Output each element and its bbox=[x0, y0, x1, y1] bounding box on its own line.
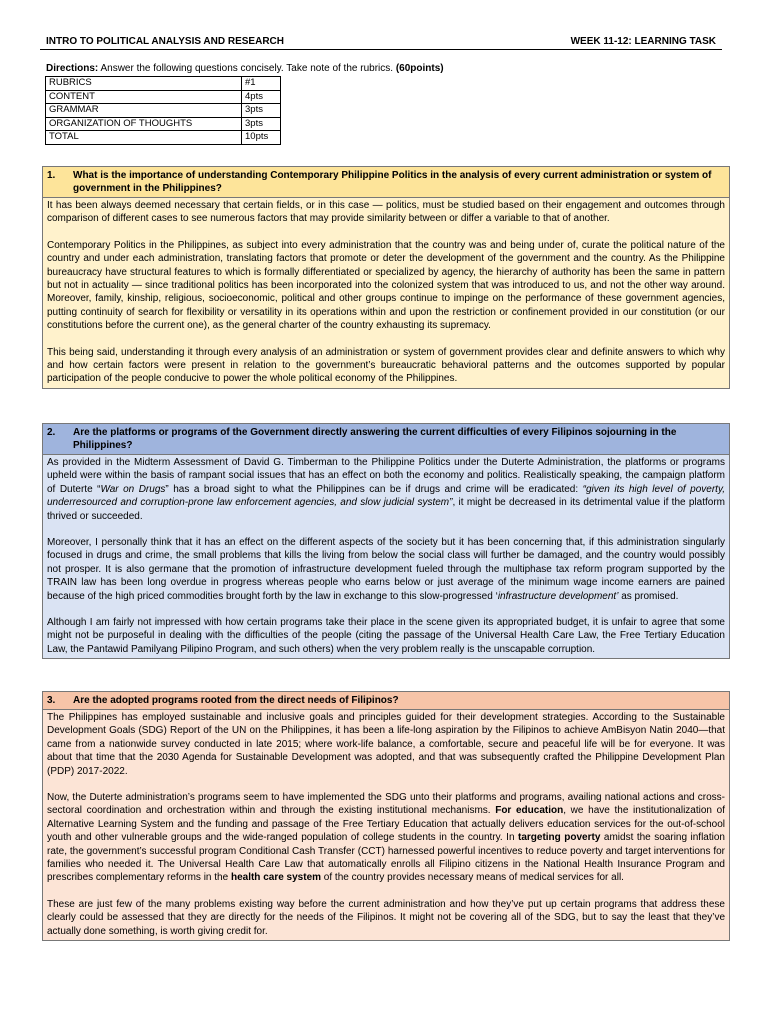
quoted-platform: War on Drugs bbox=[100, 483, 166, 495]
table-row bbox=[46, 77, 281, 91]
rubric-criterion: CONTENT bbox=[46, 90, 242, 104]
rubric-criterion: GRAMMAR bbox=[46, 104, 242, 118]
rubric-points: 3pts bbox=[242, 104, 281, 118]
answer-text: Moreover, I personally think that it has an effect on the different aspects of the society but it has been concerning that, if this administration singularly focused in drugs and crime, the small problems that kills the living from below the social class will further be damaged, and the country would possibly not prosper. It is also germane that the promotion of infrastructure development fueled through the multiphase tax reform program supported by the TRAIN law has been long overdue in progress whereas people who earns below or just average of the minimum wage income earners are pained because of the high priced commodities brought forth by the law in exchange to this slow-progressed ‘ bbox=[47, 537, 725, 602]
question-text: Are the platforms or programs of the Government directly answering the current difficulties of every Filipinos sojourning in the Philippines? bbox=[73, 427, 677, 451]
answer-paragraph: The Philippines has employed sustainable and inclusive goals and principles guided for their development strategies. According to the Sustainable Development Goals (SDG) Report of the UN on the Philippines, it has been a life-long aspiration by the Filipinos to achieve AmBisyon Natin 2040—that came from a nationwide survey conducted in late 2015; where work-life balance, a comfortable, secure and peaceful life will be for everyone. It was about that time that the 2030 Agenda for Sustainable Development was adopted, and that was subsequently crafted the Philippine Development Plan (PDP) 2017-2022. bbox=[47, 712, 725, 777]
answer-1 bbox=[43, 198, 729, 388]
page-header bbox=[40, 36, 722, 50]
emphasis: For education bbox=[495, 805, 564, 817]
table-row bbox=[46, 131, 281, 145]
question-text: Are the adopted programs rooted from the direct needs of Filipinos? bbox=[73, 695, 399, 706]
quotation: “given its high level of poverty, underresourced and corruption-prone law enforcement agencies, and slow judicial system” bbox=[47, 483, 725, 509]
rubric-points: 3pts bbox=[242, 117, 281, 131]
answer-text: Now, the Duterte administration’s programs seem to have implemented the SDG unto their platforms and programs, availing national actions and cross-sectoral coordination and orchestration within and through the existing institutional mechanisms. bbox=[47, 792, 725, 817]
answer-text: as promised. bbox=[618, 590, 679, 602]
week-label: WEEK 11-12: LEARNING TASK bbox=[570, 36, 716, 47]
question-2-heading bbox=[43, 424, 729, 455]
rubric-criterion: ORGANIZATION OF THOUGHTS bbox=[46, 117, 242, 131]
answer-paragraph: These are just few of the many problems existing way before the current administration and how they’ve put up certain programs that address these clearly could be assessed that they are directly for the needs of the Filipinos. It might not be covering all of the SDG, but to say the least that they’ve actually done something, is worth giving credit for. bbox=[47, 898, 725, 937]
question-3-box bbox=[42, 691, 730, 941]
emphasis: health care system bbox=[230, 872, 322, 884]
answer-paragraph: This being said, understanding it through every analysis of an administration or system of government provides clear and definite answers to which why and how certain factors were present in relation to the government’s bureaucratic behavioral patterns and the outcomes supported by popular participation of the people conducive to power the whole political economy of the Philippines. bbox=[47, 346, 725, 385]
answer-paragraph: Contemporary Politics in the Philippines, as subject into every administration that the country was and being under of, curate the political nature of the country and under each administration, translating factors that promote or deter the development of the government and the country. As the Philippine bureaucracy have structural features to which is formally differentiated or specialized by agency, the hierarchy of authority has been the same in pattern but not in actuality — since traditional politics has been incorporated into the colonized system that was introduced to us, and not the other way around. Moreover, family, kinship, religious, socioeconomic, political and other groups continue to impinge on the performance of these government agencies, putting continuity of search for flexibility or versatility in its operations within and upon the restriction or confinement provided in our constitution (or our constitutions before the current one), as the general charter of the country exhausting its supremacy. bbox=[47, 239, 725, 332]
course-title: INTRO TO POLITICAL ANALYSIS AND RESEARCH bbox=[46, 36, 284, 47]
question-2-box bbox=[42, 423, 730, 659]
answer-text: As provided in the Midterm Assessment of David G. Timberman to the Philippine Politics under the Duterte Administration, the platforms or programs upheld were within the basis of rampant social issues that has an effect on both the economy and politics. Realistically speaking, the campaign platform of Duterte “ bbox=[47, 457, 725, 495]
question-number: 1. bbox=[47, 170, 56, 181]
directions bbox=[46, 63, 730, 74]
directions-points: (60points) bbox=[395, 63, 444, 74]
question-3-heading bbox=[43, 692, 729, 710]
answer-2 bbox=[43, 455, 729, 658]
answer-paragraph: Although I am fairly not impressed with how certain programs take their place in the scene given its appropriated budget, it is unfair to agree that some might not be purposeful in dealing with the difficulties of the people (citing the passage of the Universal Health Care Law, the Free Tertiary Education Law, the Pantawid Pamilyang Pilipino Program, and such others) when the very problem really is the unscapable corruption. bbox=[47, 617, 725, 655]
quoted-phrase: infrastructure development’ bbox=[497, 590, 619, 602]
answer-text: , we have the institutionalization of Alternative Learning System and the funding and passage of the Free Tertiary Education that actually delivers education services for the out-of-school youth and other vulnerable groups and the wide-ranged population of college students in the country. In bbox=[47, 805, 725, 844]
rubric-criterion: RUBRICS bbox=[46, 77, 242, 91]
page-top bbox=[40, 36, 730, 145]
emphasis: targeting poverty bbox=[518, 832, 601, 844]
directions-text: Answer the following questions concisely. Take note of the rubrics. bbox=[98, 63, 396, 74]
answer-paragraph bbox=[47, 791, 725, 885]
question-text: What is the importance of understanding Contemporary Philippine Politics in the analysis of every current administration or system of government in the Philippines? bbox=[73, 170, 712, 194]
answer-paragraph: It has been always deemed necessary that certain fields, or in this case — politics, must be studied based on their engagement and outcomes through comparison of different cases to see numerous factors that may provide similarity between or differ a variable to that of another. bbox=[47, 200, 725, 225]
answer-text: , it might be decreased in its detrimental value if the platform thrived or succeeded. bbox=[47, 497, 725, 522]
answer-text: of the country provides necessary means of medical services for all. bbox=[321, 872, 624, 884]
table-row bbox=[46, 117, 281, 131]
answer-paragraph bbox=[47, 456, 725, 523]
answer-3 bbox=[43, 710, 729, 940]
directions-label: Directions: bbox=[46, 63, 99, 74]
rubric-table bbox=[45, 76, 281, 145]
rubric-points: 10pts bbox=[242, 131, 281, 145]
rubric-points: 4pts bbox=[242, 90, 281, 104]
question-1-heading bbox=[43, 167, 729, 198]
answer-paragraph bbox=[47, 536, 725, 603]
rubric-criterion: TOTAL bbox=[46, 131, 242, 145]
question-number: 3. bbox=[47, 695, 56, 706]
answer-text: ” has a broad sight to what the Philippines can be if drugs and crime will be eradicated: bbox=[165, 483, 583, 495]
rubric-points: #1 bbox=[242, 77, 281, 91]
table-row bbox=[46, 104, 281, 118]
question-1-box bbox=[42, 166, 730, 389]
table-row bbox=[46, 90, 281, 104]
answer-text: amidst the soaring inflation rate, the government’s successful program Conditional Cash Transfer (CCT) harnessed powerful incentives to reduce poverty and target interventions for families who needed it. The Universal Health Care Law that automatically enrolls all Filipino citizens in the National Health Insurance Program and prescribes complementary reforms in the bbox=[47, 832, 725, 884]
question-number: 2. bbox=[47, 427, 56, 438]
